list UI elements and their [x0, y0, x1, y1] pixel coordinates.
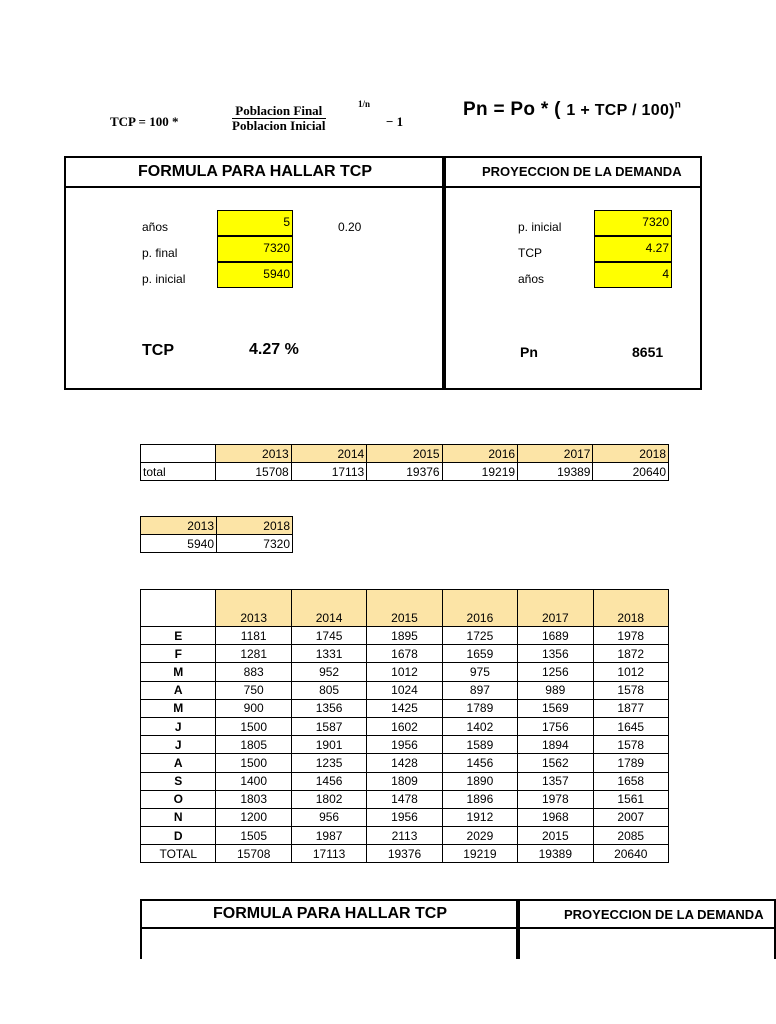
monthly-row	[141, 699, 669, 717]
tcp-formula-denominator: Poblacion Inicial	[232, 118, 326, 133]
monthly-value: 2007	[593, 808, 668, 826]
projection-box-title: PROYECCION DE LA DEMANDA	[444, 158, 700, 188]
monthly-value: 1256	[518, 663, 593, 681]
tcp-box	[64, 156, 446, 390]
monthly-value: 805	[291, 681, 366, 699]
summary-value: 20640	[593, 463, 669, 481]
monthly-value: 1890	[442, 772, 517, 790]
pn-formula-inner: 1 + TCP / 100)	[566, 102, 675, 119]
tcp-label-pinicial: p. inicial	[142, 272, 186, 286]
summary-year: 2016	[442, 445, 517, 463]
tcp-result-label: TCP	[142, 342, 174, 359]
summary-year: 2015	[367, 445, 442, 463]
monthly-value: 1805	[216, 736, 291, 754]
proj-input-tcp[interactable]: 4.27	[594, 236, 672, 262]
total-value: 19376	[367, 845, 442, 863]
month-label: A	[141, 754, 216, 772]
pn-formula-exponent: n	[674, 99, 682, 111]
monthly-value: 883	[216, 663, 291, 681]
monthly-value: 1561	[593, 790, 668, 808]
monthly-value: 1578	[593, 681, 668, 699]
monthly-year: 2013	[216, 590, 291, 627]
monthly-value: 1789	[593, 754, 668, 772]
monthly-value: 1978	[518, 790, 593, 808]
monthly-header-row	[141, 590, 669, 627]
month-label: J	[141, 717, 216, 735]
month-label: A	[141, 681, 216, 699]
small-table-year: 2018	[217, 517, 293, 535]
monthly-value: 1200	[216, 808, 291, 826]
month-label: S	[141, 772, 216, 790]
projection-box-2	[516, 899, 776, 959]
monthly-value: 1357	[518, 772, 593, 790]
month-label: J	[141, 736, 216, 754]
monthly-value: 1456	[442, 754, 517, 772]
monthly-value: 1587	[291, 717, 366, 735]
summary-year: 2014	[291, 445, 366, 463]
monthly-value: 1877	[593, 699, 668, 717]
summary-year: 2018	[593, 445, 669, 463]
month-label: E	[141, 627, 216, 645]
monthly-value: 1456	[291, 772, 366, 790]
proj-input-pinicial[interactable]: 7320	[594, 210, 672, 236]
monthly-value: 989	[518, 681, 593, 699]
monthly-value: 1658	[593, 772, 668, 790]
proj-input-anos[interactable]: 4	[594, 262, 672, 288]
total-value: 19219	[442, 845, 517, 863]
monthly-value: 900	[216, 699, 291, 717]
summary-value: 19219	[442, 463, 517, 481]
summary-value: 15708	[216, 463, 291, 481]
monthly-year: 2015	[367, 590, 442, 627]
pn-result-value: 8651	[632, 344, 664, 360]
monthly-value: 1400	[216, 772, 291, 790]
summary-year: 2017	[518, 445, 593, 463]
monthly-value: 952	[291, 663, 366, 681]
monthly-value: 1803	[216, 790, 291, 808]
proj-label-tcp: TCP	[518, 246, 542, 260]
pn-formula-main: Pn = Po * (	[463, 99, 567, 120]
monthly-value: 1012	[593, 663, 668, 681]
monthly-value: 1809	[367, 772, 442, 790]
tcp-label-anos: años	[142, 220, 169, 234]
month-label: F	[141, 645, 216, 663]
tcp-box-2-title: FORMULA PARA HALLAR TCP	[142, 901, 518, 929]
monthly-corner-cell	[141, 590, 216, 627]
proj-label-pinicial: p. inicial	[518, 220, 562, 234]
tcp-formula-exponent: 1/n	[358, 99, 371, 109]
monthly-row	[141, 790, 669, 808]
monthly-value: 1956	[367, 808, 442, 826]
monthly-value: 1425	[367, 699, 442, 717]
monthly-value: 1505	[216, 827, 291, 845]
month-label: M	[141, 699, 216, 717]
monthly-row	[141, 736, 669, 754]
monthly-value: 1428	[367, 754, 442, 772]
monthly-value: 1181	[216, 627, 291, 645]
tcp-side-value: 0.20	[338, 220, 362, 234]
monthly-value: 1894	[518, 736, 593, 754]
monthly-value: 1912	[442, 808, 517, 826]
total-value: 20640	[593, 845, 668, 863]
small-table-value: 7320	[217, 535, 293, 553]
monthly-value: 1562	[518, 754, 593, 772]
total-label: TOTAL	[141, 845, 216, 863]
monthly-year: 2017	[518, 590, 593, 627]
monthly-value: 1901	[291, 736, 366, 754]
pn-result-label: Pn	[520, 344, 538, 360]
small-year-table	[140, 516, 293, 553]
monthly-row	[141, 717, 669, 735]
tcp-input-pinicial[interactable]: 5940	[217, 262, 293, 288]
monthly-value: 2085	[593, 827, 668, 845]
tcp-result-value: 4.27 %	[249, 341, 299, 358]
monthly-value: 1281	[216, 645, 291, 663]
monthly-value: 1235	[291, 754, 366, 772]
monthly-row	[141, 627, 669, 645]
monthly-value: 897	[442, 681, 517, 699]
tcp-box-title: FORMULA PARA HALLAR TCP	[66, 158, 444, 188]
monthly-value: 1589	[442, 736, 517, 754]
monthly-value: 1756	[518, 717, 593, 735]
monthly-row	[141, 827, 669, 845]
total-value: 15708	[216, 845, 291, 863]
monthly-year: 2014	[291, 590, 366, 627]
summary-row-label: total	[141, 463, 216, 481]
monthly-value: 1956	[367, 736, 442, 754]
monthly-value: 1725	[442, 627, 517, 645]
month-label: D	[141, 827, 216, 845]
proj-label-anos: años	[518, 272, 545, 286]
monthly-value: 1872	[593, 645, 668, 663]
monthly-year: 2018	[593, 590, 668, 627]
monthly-row	[141, 754, 669, 772]
monthly-row	[141, 681, 669, 699]
monthly-value: 1895	[367, 627, 442, 645]
monthly-row	[141, 772, 669, 790]
tcp-formula-lhs: TCP = 100 *	[110, 114, 179, 129]
monthly-value: 1602	[367, 717, 442, 735]
monthly-value: 1331	[291, 645, 366, 663]
projection-box-2-title: PROYECCION DE LA DEMANDA	[518, 901, 774, 929]
monthly-table	[140, 589, 669, 863]
monthly-value: 1569	[518, 699, 593, 717]
monthly-value: 1402	[442, 717, 517, 735]
monthly-value: 750	[216, 681, 291, 699]
summary-table	[140, 444, 669, 481]
summary-value: 17113	[291, 463, 366, 481]
tcp-formula-fraction	[232, 104, 326, 133]
monthly-row	[141, 808, 669, 826]
monthly-row	[141, 645, 669, 663]
monthly-value: 1896	[442, 790, 517, 808]
summary-corner-cell	[141, 445, 216, 463]
month-label: M	[141, 663, 216, 681]
total-value: 19389	[518, 845, 593, 863]
summary-value: 19389	[518, 463, 593, 481]
small-table-year: 2013	[141, 517, 217, 535]
tcp-formula-numerator: Poblacion Final	[232, 104, 326, 119]
monthly-value: 1745	[291, 627, 366, 645]
projection-box	[442, 156, 702, 390]
monthly-value: 1478	[367, 790, 442, 808]
monthly-row	[141, 663, 669, 681]
monthly-value: 1987	[291, 827, 366, 845]
monthly-value: 1659	[442, 645, 517, 663]
tcp-input-anos[interactable]: 5	[217, 210, 293, 236]
monthly-value: 1356	[291, 699, 366, 717]
monthly-value: 956	[291, 808, 366, 826]
monthly-value: 1500	[216, 754, 291, 772]
monthly-value: 1578	[593, 736, 668, 754]
tcp-formula-rhs: − 1	[386, 114, 404, 129]
monthly-value: 1500	[216, 717, 291, 735]
monthly-value: 1689	[518, 627, 593, 645]
monthly-value: 1645	[593, 717, 668, 735]
monthly-value: 1802	[291, 790, 366, 808]
monthly-value: 1024	[367, 681, 442, 699]
tcp-label-pfinal: p. final	[142, 246, 178, 260]
small-table-value: 5940	[141, 535, 217, 553]
pn-formula	[463, 99, 681, 121]
monthly-value: 2113	[367, 827, 442, 845]
monthly-value: 1789	[442, 699, 517, 717]
monthly-value: 1978	[593, 627, 668, 645]
monthly-value: 1678	[367, 645, 442, 663]
tcp-box-2	[140, 899, 520, 959]
monthly-value: 1012	[367, 663, 442, 681]
total-value: 17113	[291, 845, 366, 863]
monthly-value: 975	[442, 663, 517, 681]
month-label: O	[141, 790, 216, 808]
tcp-input-pfinal[interactable]: 7320	[217, 236, 293, 262]
summary-year: 2013	[216, 445, 291, 463]
summary-value: 19376	[367, 463, 442, 481]
monthly-value: 2029	[442, 827, 517, 845]
monthly-year: 2016	[442, 590, 517, 627]
monthly-value: 1356	[518, 645, 593, 663]
month-label: N	[141, 808, 216, 826]
monthly-value: 1968	[518, 808, 593, 826]
monthly-total-row	[141, 845, 669, 863]
monthly-value: 2015	[518, 827, 593, 845]
